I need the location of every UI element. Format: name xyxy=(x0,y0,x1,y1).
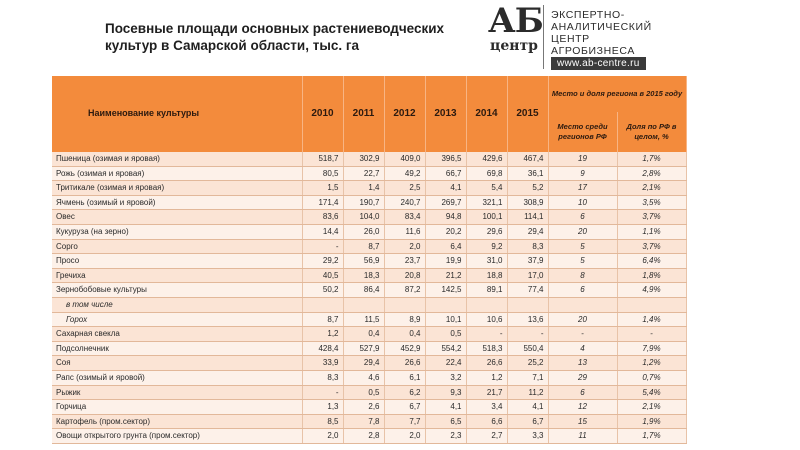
logo-ab-mark: АБ xyxy=(488,1,543,41)
table-row xyxy=(52,429,686,444)
area-value-cell: 550,4 xyxy=(507,341,548,356)
share-cell: 0,7% xyxy=(617,370,686,385)
table-row xyxy=(52,341,686,356)
crop-name-cell: Картофель (пром.сектор) xyxy=(52,414,302,429)
place-cell: 6 xyxy=(548,210,617,225)
share-cell: 3,7% xyxy=(617,210,686,225)
crop-name-cell: Пшеница (озимая и яровая) xyxy=(52,152,302,166)
share-cell: 2,8% xyxy=(617,166,686,181)
area-value-cell: 80,5 xyxy=(302,166,343,181)
area-value-cell: 33,9 xyxy=(302,356,343,371)
area-value-cell xyxy=(302,297,343,312)
area-value-cell: 22,4 xyxy=(425,356,466,371)
crop-name-cell: Ячмень (озимый и яровой) xyxy=(52,195,302,210)
share-cell: 1,2% xyxy=(617,356,686,371)
area-value-cell: 11,2 xyxy=(507,385,548,400)
area-value-cell: 37,9 xyxy=(507,254,548,269)
area-value-cell: 8,7 xyxy=(302,312,343,327)
area-value-cell: 409,0 xyxy=(384,152,425,166)
area-value-cell: 1,2 xyxy=(302,327,343,342)
header-place: Место среди регионов РФ xyxy=(548,112,617,152)
area-value-cell: 21,7 xyxy=(466,385,507,400)
logo-line-1: ЭКСПЕРТНО- xyxy=(551,9,625,21)
share-cell: 3,7% xyxy=(617,239,686,254)
area-value-cell: 527,9 xyxy=(343,341,384,356)
place-cell: 6 xyxy=(548,283,617,298)
area-value-cell: 142,5 xyxy=(425,283,466,298)
area-value-cell: 22,7 xyxy=(343,166,384,181)
area-value-cell: 4,1 xyxy=(425,181,466,196)
place-cell: 13 xyxy=(548,356,617,371)
area-value-cell: 29,6 xyxy=(466,224,507,239)
area-value-cell: 2,6 xyxy=(343,400,384,415)
area-value-cell: 269,7 xyxy=(425,195,466,210)
place-cell: 17 xyxy=(548,181,617,196)
area-value-cell: 4,1 xyxy=(507,400,548,415)
crop-name-cell: Овес xyxy=(52,210,302,225)
crop-name-cell: в том числе xyxy=(52,297,302,312)
share-cell: 1,4% xyxy=(617,312,686,327)
logo-url: www.ab-centre.ru xyxy=(551,57,646,70)
logo-text xyxy=(551,9,652,57)
area-value-cell: 6,7 xyxy=(384,400,425,415)
area-value-cell: 308,9 xyxy=(507,195,548,210)
area-value-cell: 13,6 xyxy=(507,312,548,327)
area-value-cell: 8,7 xyxy=(343,239,384,254)
area-value-cell: 11,6 xyxy=(384,224,425,239)
header-year: 2011 xyxy=(343,76,384,152)
area-value-cell: 2,0 xyxy=(302,429,343,444)
area-value-cell: 18,3 xyxy=(343,268,384,283)
area-value-cell: 83,4 xyxy=(384,210,425,225)
area-value-cell: 321,1 xyxy=(466,195,507,210)
share-cell: - xyxy=(617,327,686,342)
table-row xyxy=(52,166,686,181)
area-value-cell: 2,0 xyxy=(384,429,425,444)
crop-name-cell: Сорго xyxy=(52,239,302,254)
area-value-cell: 302,9 xyxy=(343,152,384,166)
area-value-cell xyxy=(343,297,384,312)
area-value-cell: 8,9 xyxy=(384,312,425,327)
area-value-cell: 6,5 xyxy=(425,414,466,429)
area-value-cell: 7,1 xyxy=(507,370,548,385)
area-value-cell: 83,6 xyxy=(302,210,343,225)
area-value-cell: 69,8 xyxy=(466,166,507,181)
area-value-cell xyxy=(425,297,466,312)
header-year: 2015 xyxy=(507,76,548,152)
crop-name-cell: Зернобобовые культуры xyxy=(52,283,302,298)
area-value-cell: 1,2 xyxy=(466,370,507,385)
crop-name-cell: Горох xyxy=(52,312,302,327)
area-value-cell: 467,4 xyxy=(507,152,548,166)
area-value-cell xyxy=(466,297,507,312)
area-value-cell: 11,5 xyxy=(343,312,384,327)
area-value-cell: 10,6 xyxy=(466,312,507,327)
area-value-cell: 29,4 xyxy=(343,356,384,371)
area-value-cell: 18,8 xyxy=(466,268,507,283)
table-row xyxy=(52,312,686,327)
area-value-cell: 518,7 xyxy=(302,152,343,166)
area-value-cell: 5,2 xyxy=(507,181,548,196)
area-value-cell: 3,3 xyxy=(507,429,548,444)
place-cell: 12 xyxy=(548,400,617,415)
crop-name-cell: Овощи открытого грунта (пром.сектор) xyxy=(52,429,302,444)
table-row xyxy=(52,400,686,415)
area-value-cell: 429,6 xyxy=(466,152,507,166)
header-share: Доля по РФ в целом, % xyxy=(617,112,686,152)
table-row xyxy=(52,181,686,196)
table-row xyxy=(52,254,686,269)
table-row xyxy=(52,414,686,429)
share-cell: 2,1% xyxy=(617,400,686,415)
area-value-cell: - xyxy=(302,385,343,400)
place-cell: 29 xyxy=(548,370,617,385)
area-value-cell: - xyxy=(302,239,343,254)
area-value-cell: 17,0 xyxy=(507,268,548,283)
share-cell: 1,9% xyxy=(617,414,686,429)
share-cell: 7,9% xyxy=(617,341,686,356)
area-value-cell: 396,5 xyxy=(425,152,466,166)
area-value-cell: 4,6 xyxy=(343,370,384,385)
area-value-cell xyxy=(507,297,548,312)
place-cell xyxy=(548,297,617,312)
area-value-cell: - xyxy=(507,327,548,342)
header-year: 2012 xyxy=(384,76,425,152)
crop-name-cell: Просо xyxy=(52,254,302,269)
place-cell: 8 xyxy=(548,268,617,283)
header-year: 2014 xyxy=(466,76,507,152)
area-value-cell: 7,8 xyxy=(343,414,384,429)
table-row xyxy=(52,297,686,312)
area-value-cell: 26,6 xyxy=(384,356,425,371)
crop-name-cell: Подсолнечник xyxy=(52,341,302,356)
share-cell: 1,8% xyxy=(617,268,686,283)
area-value-cell: 0,5 xyxy=(425,327,466,342)
area-value-cell: 6,7 xyxy=(507,414,548,429)
table-row xyxy=(52,283,686,298)
table-row xyxy=(52,327,686,342)
logo-divider xyxy=(543,5,544,69)
place-cell: 10 xyxy=(548,195,617,210)
area-value-cell: 9,3 xyxy=(425,385,466,400)
area-value-cell: 23,7 xyxy=(384,254,425,269)
area-value-cell: 66,7 xyxy=(425,166,466,181)
area-value-cell: 428,4 xyxy=(302,341,343,356)
area-value-cell: 31,0 xyxy=(466,254,507,269)
area-value-cell: 3,2 xyxy=(425,370,466,385)
place-cell: 19 xyxy=(548,152,617,166)
crop-name-cell: Сахарная свекла xyxy=(52,327,302,342)
table-row xyxy=(52,210,686,225)
table-row xyxy=(52,385,686,400)
area-value-cell: 49,2 xyxy=(384,166,425,181)
area-value-cell: 29,4 xyxy=(507,224,548,239)
area-value-cell: 36,1 xyxy=(507,166,548,181)
place-cell: 9 xyxy=(548,166,617,181)
area-value-cell: 3,4 xyxy=(466,400,507,415)
area-value-cell: 114,1 xyxy=(507,210,548,225)
crop-name-cell: Гречиха xyxy=(52,268,302,283)
share-cell: 1,1% xyxy=(617,224,686,239)
area-value-cell: 8,3 xyxy=(507,239,548,254)
area-value-cell: 20,8 xyxy=(384,268,425,283)
place-cell: 20 xyxy=(548,224,617,239)
area-value-cell: 100,1 xyxy=(466,210,507,225)
area-value-cell: 86,4 xyxy=(343,283,384,298)
place-cell: 4 xyxy=(548,341,617,356)
area-value-cell: 94,8 xyxy=(425,210,466,225)
area-value-cell: 14,4 xyxy=(302,224,343,239)
table-row xyxy=(52,370,686,385)
area-value-cell: 7,7 xyxy=(384,414,425,429)
area-value-cell: 29,2 xyxy=(302,254,343,269)
table-header xyxy=(52,76,686,152)
area-value-cell: 89,1 xyxy=(466,283,507,298)
area-value-cell: 20,2 xyxy=(425,224,466,239)
crop-area-table xyxy=(52,76,687,444)
logo-centr-mark: центр xyxy=(490,38,538,54)
share-cell: 5,4% xyxy=(617,385,686,400)
area-value-cell: 8,3 xyxy=(302,370,343,385)
share-cell xyxy=(617,297,686,312)
area-value-cell: 8,5 xyxy=(302,414,343,429)
share-cell: 1,7% xyxy=(617,429,686,444)
crop-name-cell: Рыжик xyxy=(52,385,302,400)
area-value-cell: 171,4 xyxy=(302,195,343,210)
header-crop-name: Наименование культуры xyxy=(52,76,302,152)
crop-name-cell: Рапс (озимый и яровой) xyxy=(52,370,302,385)
area-value-cell: 554,2 xyxy=(425,341,466,356)
area-value-cell: 56,9 xyxy=(343,254,384,269)
place-cell: 15 xyxy=(548,414,617,429)
crop-name-cell: Горчица xyxy=(52,400,302,415)
area-value-cell: 2,8 xyxy=(343,429,384,444)
header-year: 2010 xyxy=(302,76,343,152)
page-title: Посевные площади основных растениеводческих культур в Самарской области, тыс. га xyxy=(105,21,445,53)
place-cell: 20 xyxy=(548,312,617,327)
area-value-cell xyxy=(384,297,425,312)
area-value-cell: 104,0 xyxy=(343,210,384,225)
area-value-cell: 0,4 xyxy=(343,327,384,342)
area-value-cell: 518,3 xyxy=(466,341,507,356)
area-value-cell: 5,4 xyxy=(466,181,507,196)
table-row xyxy=(52,356,686,371)
ab-centre-logo xyxy=(488,1,688,69)
logo-line-4: АГРОБИЗНЕСА xyxy=(551,45,635,57)
table-row xyxy=(52,239,686,254)
area-value-cell: 240,7 xyxy=(384,195,425,210)
area-value-cell: 2,5 xyxy=(384,181,425,196)
header-group-region-2015: Место и доля региона в 2015 году xyxy=(548,76,686,112)
share-cell: 6,4% xyxy=(617,254,686,269)
table-body xyxy=(52,152,686,443)
crop-name-cell: Кукуруза (на зерно) xyxy=(52,224,302,239)
crop-name-cell: Рожь (озимая и яровая) xyxy=(52,166,302,181)
share-cell: 1,7% xyxy=(617,152,686,166)
area-value-cell: 9,2 xyxy=(466,239,507,254)
table-row xyxy=(52,152,686,166)
area-value-cell: 6,4 xyxy=(425,239,466,254)
share-cell: 3,5% xyxy=(617,195,686,210)
crop-name-cell: Тритикале (озимая и яровая) xyxy=(52,181,302,196)
place-cell: - xyxy=(548,327,617,342)
area-value-cell: 4,1 xyxy=(425,400,466,415)
area-value-cell: 190,7 xyxy=(343,195,384,210)
area-value-cell: 25,2 xyxy=(507,356,548,371)
place-cell: 6 xyxy=(548,385,617,400)
area-value-cell: 19,9 xyxy=(425,254,466,269)
area-value-cell: 1,4 xyxy=(343,181,384,196)
place-cell: 5 xyxy=(548,254,617,269)
table-row xyxy=(52,268,686,283)
area-value-cell: 2,0 xyxy=(384,239,425,254)
area-value-cell: 1,3 xyxy=(302,400,343,415)
logo-line-2: АНАЛИТИЧЕСКИЙ xyxy=(551,21,652,33)
area-value-cell: 26,6 xyxy=(466,356,507,371)
area-value-cell: 77,4 xyxy=(507,283,548,298)
area-value-cell: 0,4 xyxy=(384,327,425,342)
share-cell: 4,9% xyxy=(617,283,686,298)
area-value-cell: 6,1 xyxy=(384,370,425,385)
area-value-cell: 21,2 xyxy=(425,268,466,283)
area-value-cell: 2,7 xyxy=(466,429,507,444)
table-row xyxy=(52,224,686,239)
area-value-cell: 10,1 xyxy=(425,312,466,327)
place-cell: 11 xyxy=(548,429,617,444)
area-value-cell: 452,9 xyxy=(384,341,425,356)
area-value-cell: 6,2 xyxy=(384,385,425,400)
area-value-cell: 1,5 xyxy=(302,181,343,196)
area-value-cell: - xyxy=(466,327,507,342)
area-value-cell: 87,2 xyxy=(384,283,425,298)
area-value-cell: 6,6 xyxy=(466,414,507,429)
crop-name-cell: Соя xyxy=(52,356,302,371)
place-cell: 5 xyxy=(548,239,617,254)
header-year: 2013 xyxy=(425,76,466,152)
logo-line-3: ЦЕНТР xyxy=(551,33,590,45)
area-value-cell: 2,3 xyxy=(425,429,466,444)
area-value-cell: 50,2 xyxy=(302,283,343,298)
area-value-cell: 26,0 xyxy=(343,224,384,239)
table-row xyxy=(52,195,686,210)
area-value-cell: 0,5 xyxy=(343,385,384,400)
share-cell: 2,1% xyxy=(617,181,686,196)
area-value-cell: 40,5 xyxy=(302,268,343,283)
